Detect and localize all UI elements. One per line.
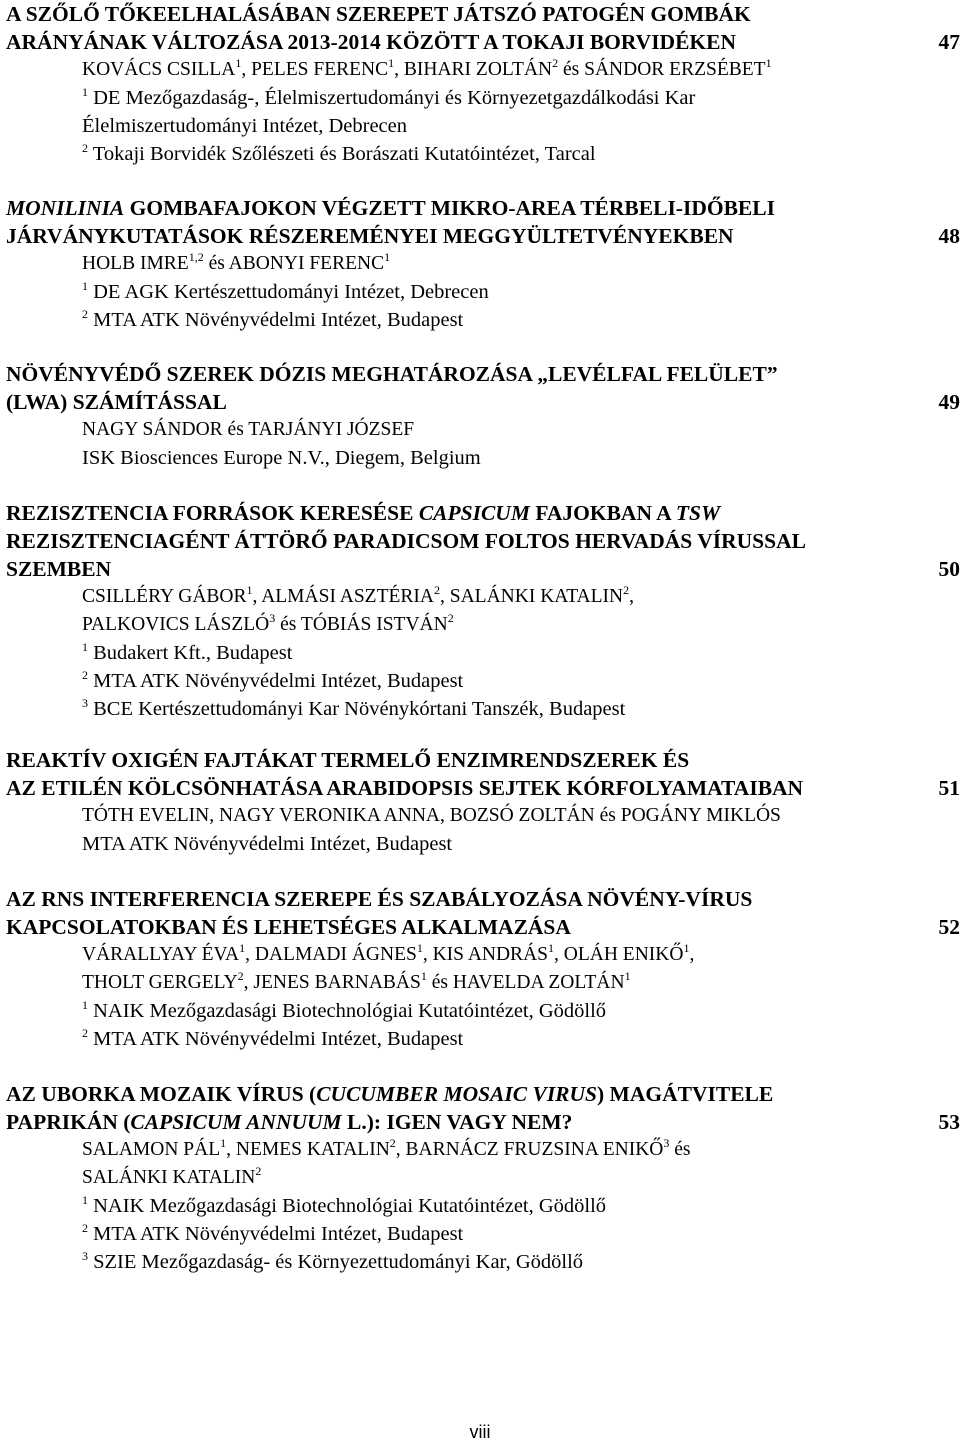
entry-affiliation: Élelmiszertudományi Intézet, Debrecen <box>82 115 408 137</box>
entry-title-line: A SZŐLŐ TŐKEELHALÁSÁBAN SZEREPET JÁTSZÓ PATOGÉN GOMBÁK <box>6 2 751 26</box>
entry-affiliation: $^1$ DE Mezőgazdaság-, Élelmiszertudományi és Környezetgazdálkodási Kar <box>82 85 696 109</box>
entry-title-line: ARÁNYÁNAK VÁLTOZÁSA 2013-2014 KÖZÖTT A TOKAJI BORVIDÉKEN 47 <box>6 30 960 54</box>
toc-entry <box>6 499 960 723</box>
entry-authors: CSILLÉRY GÁBOR$^1$, ALMÁSI ASZTÉRIA$^2$, SALÁNKI KATALIN$^2$, <box>82 583 635 607</box>
entry-authors: SALAMON PÁL$^1$, NEMES KATALIN$^2$, BARNÁCZ FRUZSINA ENIKŐ$^3$ és <box>82 1136 691 1160</box>
entry-affiliation: $^3$ SZIE Mezőgazdaság- és Környezettudományi Kar, Gödöllő <box>82 1249 584 1273</box>
entry-authors: HOLB IMRE$^{1,2}$ és ABONYI FERENC$^1$ <box>82 250 391 274</box>
page-number: 53 <box>938 1110 960 1134</box>
page-number: 52 <box>938 915 960 939</box>
entry-title-line: (LWA) SZÁMÍTÁSSAL 49 <box>6 390 960 414</box>
entry-authors: TÓTH EVELIN, NAGY VERONIKA ANNA, BOZSÓ ZOLTÁN és POGÁNY MIKLÓS <box>82 805 781 826</box>
entry-affiliation: $^1$ NAIK Mezőgazdasági Biotechnológiai Kutatóintézet, Gödöllő <box>82 1193 607 1217</box>
toc-entry <box>6 0 960 168</box>
entry-title-line: REZISZTENCIA FORRÁSOK KERESÉSE CAPSICUM FAJOKBAN A TSW <box>6 501 721 525</box>
entry-title-line: SZEMBEN 50 <box>6 557 960 581</box>
entry-title-line: AZ RNS INTERFERENCIA SZEREPE ÉS SZABÁLYOZÁSA NÖVÉNY-VÍRUS <box>6 887 753 911</box>
toc-entry <box>6 360 960 472</box>
page-footer-number: viii <box>469 1422 491 1442</box>
entry-affiliation: $^1$ NAIK Mezőgazdasági Biotechnológiai Kutatóintézet, Gödöllő <box>82 998 607 1022</box>
page-number: 51 <box>938 776 960 800</box>
entry-affiliation: $^1$ Budakert Kft., Budapest <box>82 640 293 664</box>
toc-entry <box>6 1080 960 1276</box>
toc-entry <box>6 746 960 858</box>
entry-title-line: NÖVÉNYVÉDŐ SZEREK DÓZIS MEGHATÁROZÁSA „LEVÉLFAL FELÜLET” <box>6 362 778 386</box>
entry-title-line: AZ ETILÉN KÖLCSÖNHATÁSA ARABIDOPSIS SEJTEK KÓRFOLYAMATAIBAN 51 <box>6 776 960 800</box>
entry-title-line: KAPCSOLATOKBAN ÉS LEHETSÉGES ALKALMAZÁSA 52 <box>6 915 960 939</box>
entry-authors: THOLT GERGELY$^2$, JENES BARNABÁS$^1$ és HAVELDA ZOLTÁN$^1$ <box>82 969 631 993</box>
entry-title-line: JÁRVÁNYKUTATÁSOK RÉSZEREMÉNYEI MEGGYÜLTETVÉNYEKBEN 48 <box>6 224 960 248</box>
page-number: 47 <box>938 30 960 54</box>
entry-authors: SALÁNKI KATALIN$^2$ <box>82 1164 262 1188</box>
entry-affiliation: ISK Biosciences Europe N.V., Diegem, Belgium <box>82 447 481 469</box>
entry-affiliation: $^3$ BCE Kertészettudományi Kar Növénykórtani Tanszék, Budapest <box>82 696 626 720</box>
entry-authors: NAGY SÁNDOR és TARJÁNYI JÓZSEF <box>82 419 415 440</box>
entry-affiliation: $^2$ Tokaji Borvidék Szőlészeti és Borászati Kutatóintézet, Tarcal <box>82 141 596 165</box>
page-number: 50 <box>938 557 960 581</box>
page-number: 48 <box>938 224 960 248</box>
entry-affiliation: $^2$ MTA ATK Növényvédelmi Intézet, Budapest <box>82 668 464 692</box>
entry-affiliation: MTA ATK Növényvédelmi Intézet, Budapest <box>82 833 453 855</box>
entry-title-line: AZ UBORKA MOZAIK VÍRUS (CUCUMBER MOSAIC VIRUS) MAGÁTVITELE <box>6 1082 774 1106</box>
entry-authors: KOVÁCS CSILLA$^1$, PELES FERENC$^1$, BIHARI ZOLTÁN$^2$ és SÁNDOR ERZSÉBET$^1$ <box>82 56 772 80</box>
entry-title-line: MONILINIA GOMBAFAJOKON VÉGZETT MIKRO-AREA TÉRBELI-IDŐBELI <box>6 196 775 220</box>
toc-entry <box>6 885 960 1053</box>
entry-affiliation: $^2$ MTA ATK Növényvédelmi Intézet, Budapest <box>82 307 464 331</box>
entry-title-line: REAKTÍV OXIGÉN FAJTÁKAT TERMELŐ ENZIMRENDSZEREK ÉS <box>6 748 690 772</box>
entry-title-line: PAPRIKÁN (CAPSICUM ANNUUM L.): IGEN VAGY NEM? 53 <box>6 1110 960 1134</box>
entry-authors: PALKOVICS LÁSZLÓ$^3$ és TÓBIÁS ISTVÁN$^2$ <box>82 611 454 635</box>
toc-entry <box>6 194 960 334</box>
page-number: 49 <box>938 390 960 414</box>
entry-authors: VÁRALLYAY ÉVA$^1$, DALMADI ÁGNES$^1$, KIS ANDRÁS$^1$, OLÁH ENIKŐ$^1$, <box>82 941 695 965</box>
entry-affiliation: $^1$ DE AGK Kertészettudományi Intézet, Debrecen <box>82 279 489 303</box>
entry-title-line: REZISZTENCIAGÉNT ÁTTÖRŐ PARADICSOM FOLTOS HERVADÁS VÍRUSSAL <box>6 529 806 553</box>
entry-affiliation: $^2$ MTA ATK Növényvédelmi Intézet, Budapest <box>82 1026 464 1050</box>
entry-affiliation: $^2$ MTA ATK Növényvédelmi Intézet, Budapest <box>82 1221 464 1245</box>
